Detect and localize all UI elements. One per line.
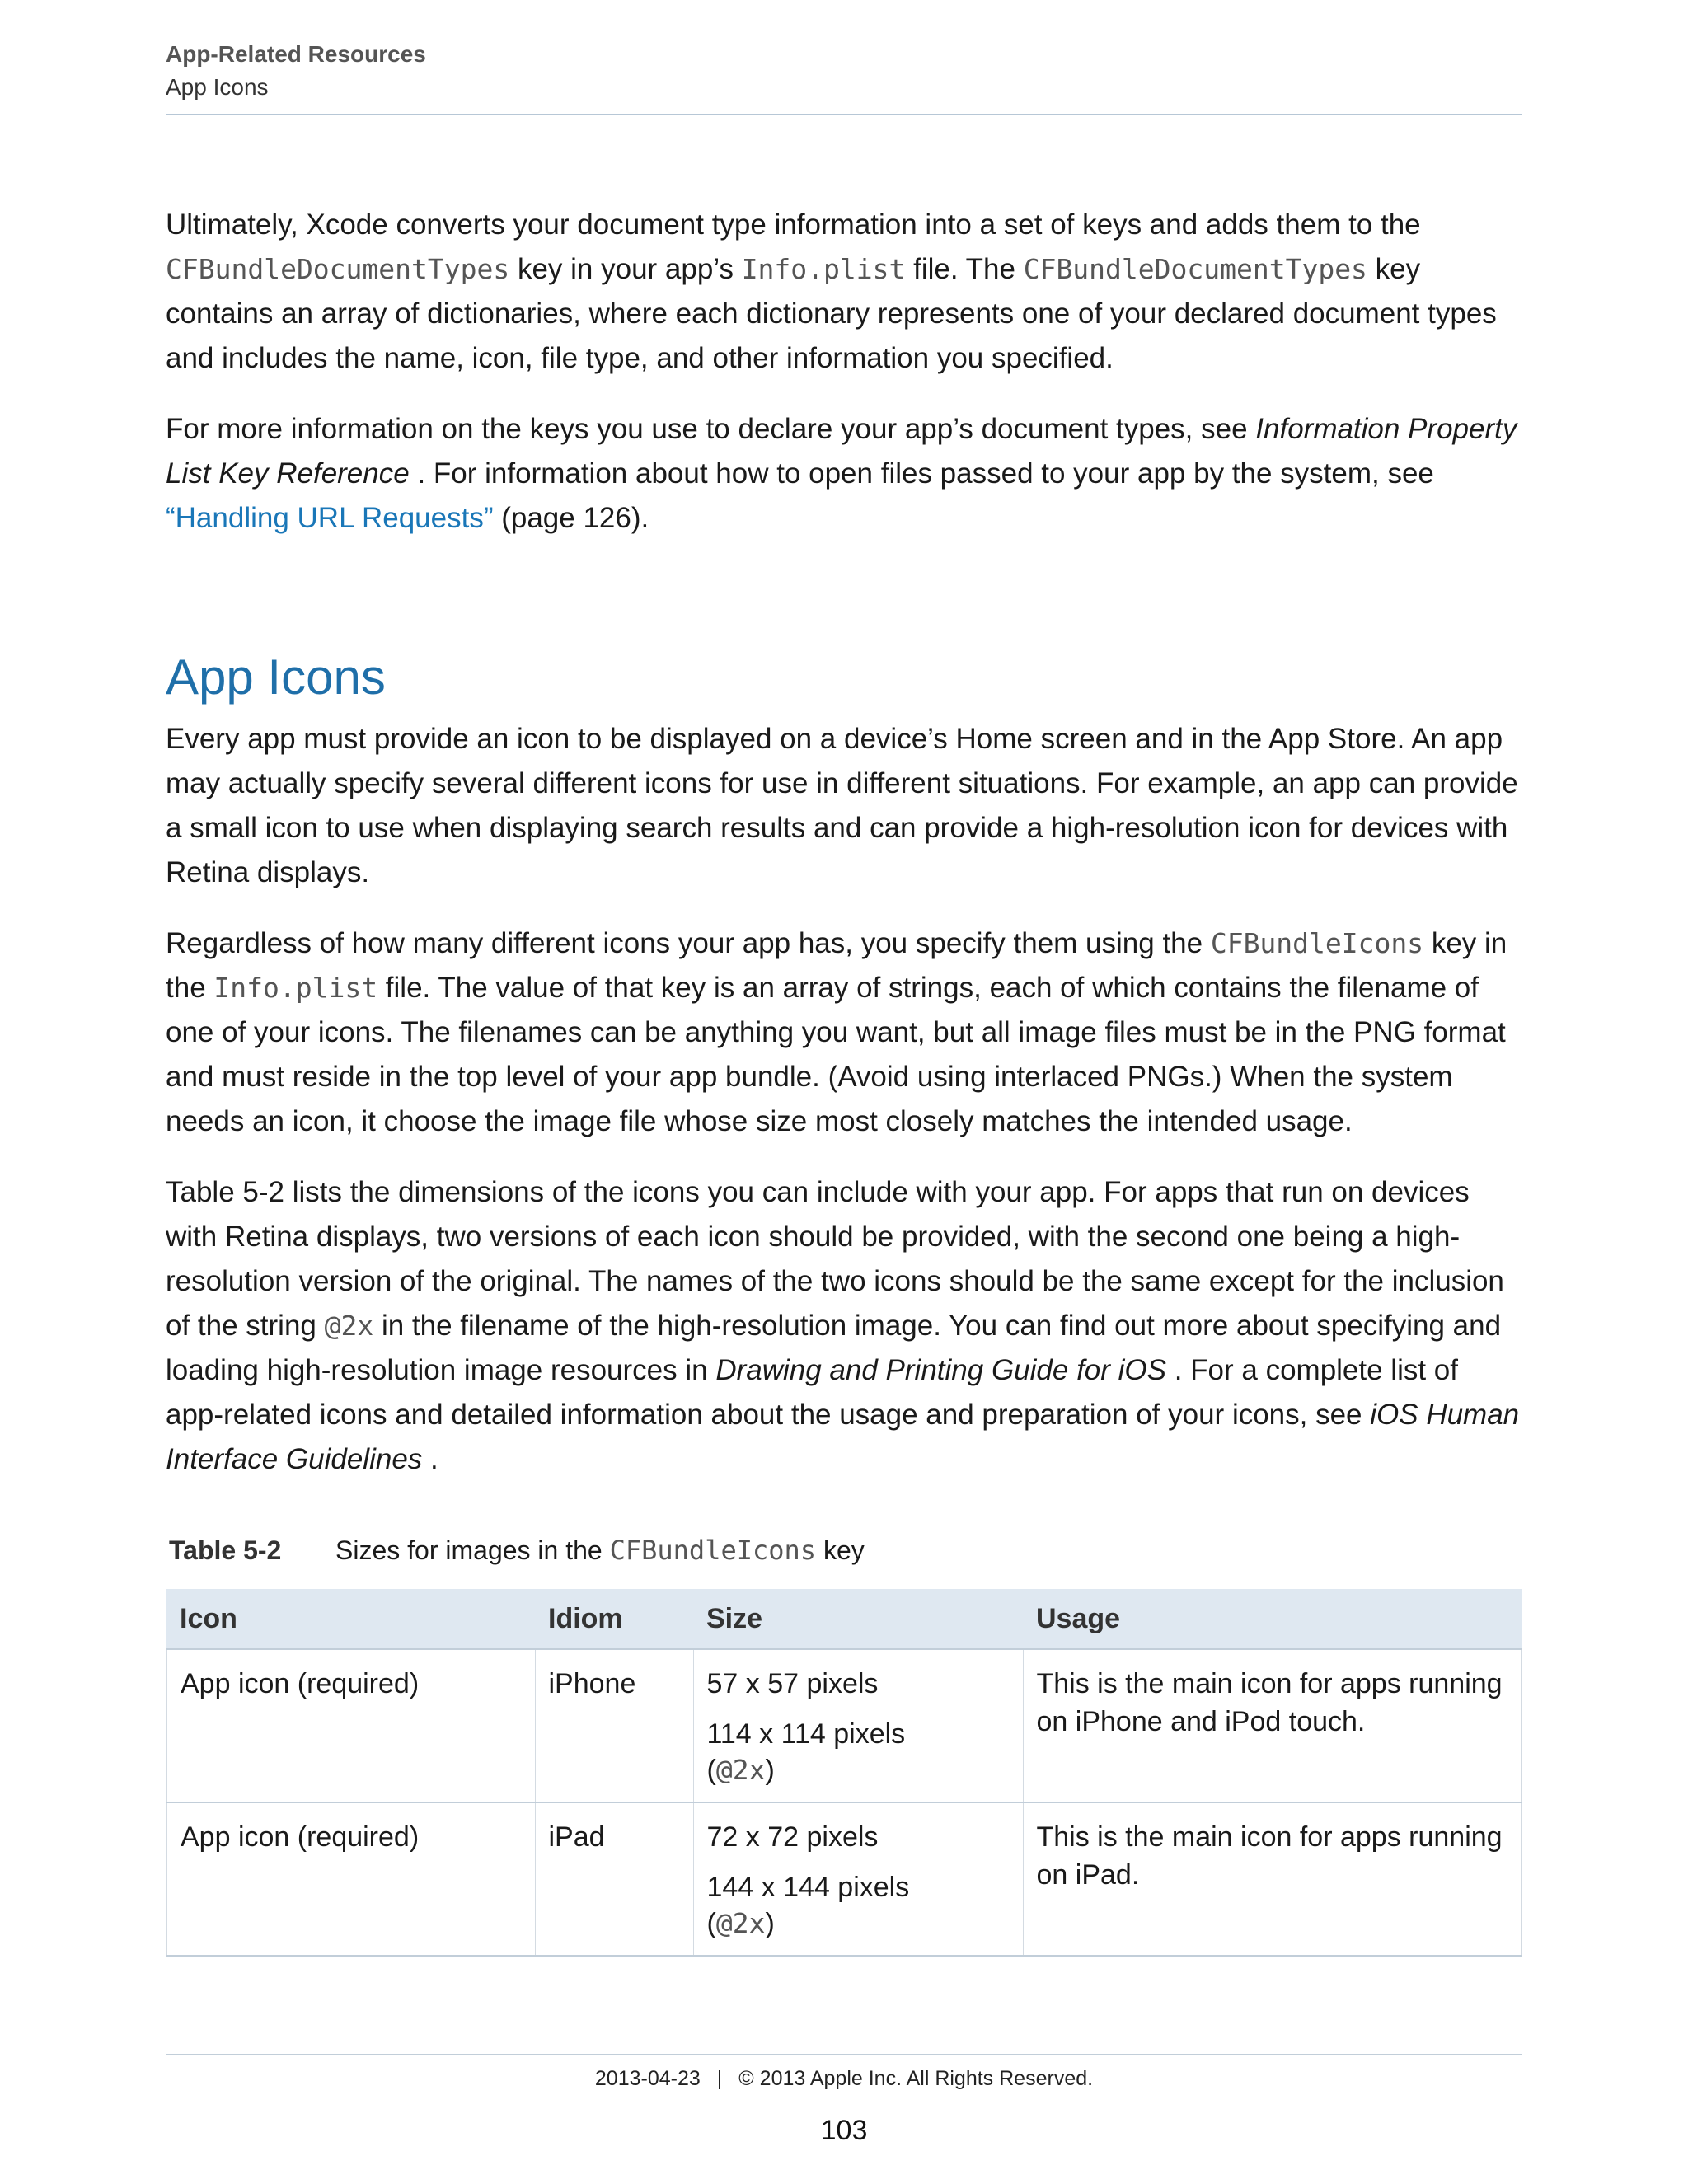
- text: key in your app’s: [509, 253, 742, 285]
- cell-size: [693, 1649, 1023, 1802]
- code-cfbundledocumenttypes: CFBundleDocumentTypes: [1023, 253, 1367, 285]
- cell-icon: App icon (required): [166, 1649, 535, 1802]
- header-divider: [166, 114, 1522, 115]
- section-title: App Icons: [166, 74, 269, 100]
- text: .: [422, 1443, 438, 1475]
- chapter-title: App-Related Resources: [166, 41, 426, 67]
- text: key: [816, 1535, 865, 1565]
- text: file. The: [905, 253, 1024, 285]
- text: key in the: [166, 927, 1507, 1004]
- paragraph-every-app: Every app must provide an icon to be displayed on a device’s Home screen and in the App Store. An app may actually specify several different icons for use in different situations. For example, an app can provide a small icon to use when displaying search results and can provide a high-resolution icon for devices with Retina displays.: [166, 723, 1518, 888]
- size-suffix: [707, 1907, 1010, 1940]
- size-suffix: [707, 1754, 1010, 1787]
- code-info-plist: Info.plist: [741, 253, 906, 285]
- section-heading: App Icons: [166, 649, 386, 705]
- book-title-info-plist-reference: Information Property List Key Reference: [166, 413, 1517, 490]
- text: file. The value of that key is an array of strings, each of which contains the filename of one of your icons. The filenames can be anything you want, but all image files must be in the PNG format and must reside in the top level of your app bundle. (Avoid using interlaced PNGs.) When the system needs an icon, it choose the image file whose size most closely matches the intended usage.: [166, 972, 1506, 1137]
- column-header-idiom: Idiom: [535, 1589, 693, 1649]
- cell-size: [693, 1802, 1023, 1956]
- code-2x: @2x: [715, 1907, 766, 1939]
- code-cfbundleicons: CFBundleIcons: [1210, 927, 1424, 959]
- column-header-icon: Icon: [166, 1589, 535, 1649]
- size-standard: 57 x 57 pixels: [706, 1668, 879, 1699]
- footer-date: 2013-04-23: [594, 2067, 701, 2090]
- size-retina: 114 x 114 pixels: [706, 1718, 906, 1750]
- page-content: [166, 203, 1522, 1957]
- text: Sizes for images in the: [335, 1535, 610, 1565]
- column-header-size: Size: [693, 1589, 1023, 1649]
- text: in the filename of the high-resolution image. You can find out more about specifying and loading high-resolution image resources in: [166, 1310, 1502, 1386]
- table-header-row: [166, 1589, 1522, 1649]
- text: Regardless of how many different icons your app has, you specify them using the: [166, 927, 1211, 959]
- cell-idiom: iPad: [535, 1802, 693, 1956]
- text: Table 5-2 lists the dimensions of the icons you can include with your app. For apps that run on devices with Retina displays, two versions of each icon should be provided, with the second one being a high-resolution version of the original. The names of the two icons should be the same except for the inclusion of the string: [166, 1176, 1504, 1342]
- code-cfbundledocumenttypes: CFBundleDocumentTypes: [166, 253, 510, 285]
- text: (: [706, 1908, 716, 1939]
- text: . For a complete list of app-related icons and detailed information about the usage and preparation of your icons, see: [166, 1354, 1459, 1431]
- page-number: 103: [820, 2115, 868, 2146]
- table-row: [166, 1802, 1522, 1956]
- text: ): [765, 1908, 775, 1939]
- paragraph-cfbundleicons: [166, 921, 1522, 1144]
- table-caption: [166, 1530, 1522, 1571]
- paragraph-table-intro: [166, 1170, 1522, 1482]
- footer-copyright: © 2013 Apple Inc. All Rights Reserved.: [738, 2067, 1094, 2090]
- link-handling-url-requests[interactable]: “Handling URL Requests”: [166, 502, 494, 534]
- text: (page 126).: [493, 502, 649, 534]
- cell-icon: App icon (required): [166, 1802, 535, 1956]
- cell-usage: This is the main icon for apps running on iPhone and iPod touch.: [1023, 1649, 1522, 1802]
- page-footer: [0, 2067, 1688, 2091]
- text: key contains an array of dictionaries, where each dictionary represents one of your declared document types and includes the name, icon, file type, and other information you specified.: [166, 253, 1497, 374]
- code-cfbundleicons: CFBundleIcons: [609, 1535, 817, 1566]
- text: Ultimately, Xcode converts your document type information into a set of keys and adds them to the: [166, 209, 1421, 241]
- code-2x: @2x: [715, 1754, 766, 1786]
- book-title-drawing-guide: Drawing and Printing Guide for iOS: [715, 1354, 1166, 1386]
- size-retina: 144 x 144 pixels: [706, 1872, 910, 1903]
- table-row: [166, 1649, 1522, 1802]
- table-number: Table 5-2: [169, 1535, 282, 1565]
- code-info-plist: Info.plist: [213, 972, 378, 1004]
- paragraph-document-types: [166, 203, 1522, 381]
- text: ): [765, 1755, 775, 1786]
- text: . For information about how to open files passed to your app by the system, see: [409, 457, 1434, 490]
- code-2x: @2x: [324, 1310, 374, 1342]
- column-header-usage: Usage: [1023, 1589, 1522, 1649]
- footer-divider: [166, 2054, 1522, 2055]
- table-title: [335, 1530, 865, 1571]
- paragraph-more-info: [166, 407, 1522, 541]
- footer-separator: |: [716, 2067, 723, 2090]
- size-standard: 72 x 72 pixels: [706, 1821, 879, 1853]
- icon-sizes-table: [166, 1589, 1522, 1957]
- text: (: [706, 1755, 716, 1786]
- cell-idiom: iPhone: [535, 1649, 693, 1802]
- running-header: [166, 38, 1522, 104]
- cell-usage: This is the main icon for apps running on iPad.: [1023, 1802, 1522, 1956]
- book-title-hig: iOS Human Interface Guidelines: [166, 1399, 1520, 1475]
- text: For more information on the keys you use to declare your app’s document types, see: [166, 413, 1256, 445]
